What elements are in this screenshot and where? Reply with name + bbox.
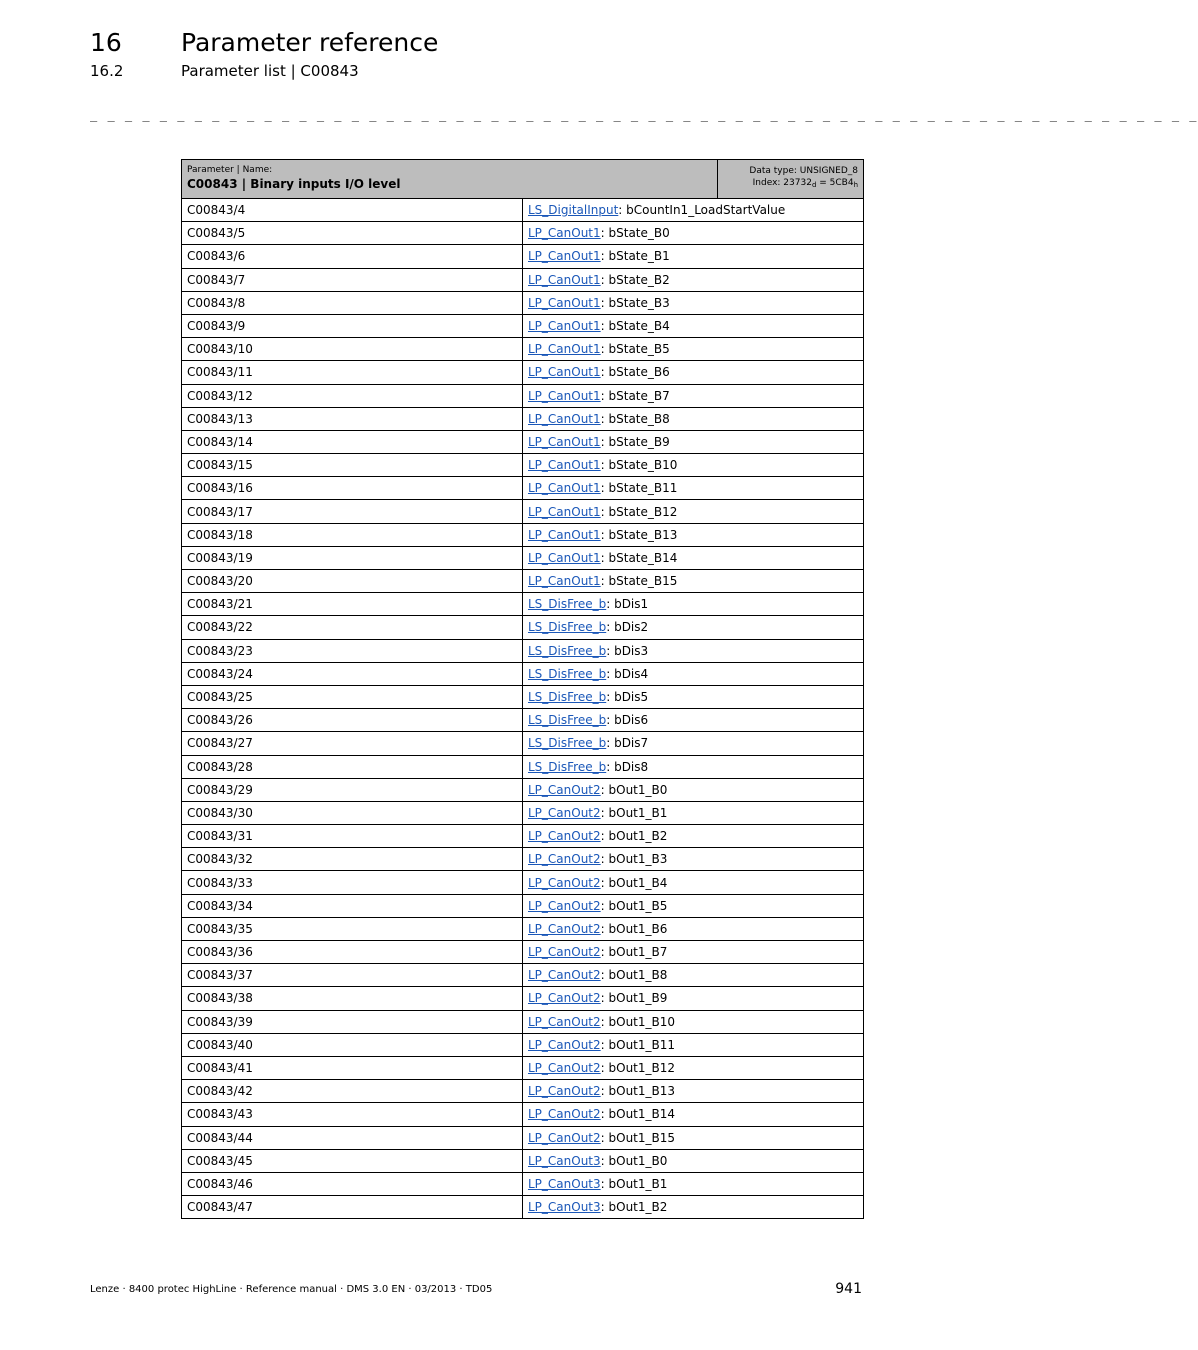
signal-name: : bDis3 bbox=[606, 643, 649, 658]
parameter-index: Index: $23732_d = 5CB4_h$ bbox=[752, 178, 859, 189]
function-block-link[interactable]: LP_CanOut1 bbox=[528, 411, 601, 426]
parameter-code: C00843/25 bbox=[182, 685, 523, 708]
parameter-code: C00843/4 bbox=[182, 199, 523, 222]
signal-cell bbox=[523, 523, 864, 546]
parameter-code: C00843/32 bbox=[182, 848, 523, 871]
table-row bbox=[182, 825, 864, 848]
parameter-code: C00843/20 bbox=[182, 570, 523, 593]
table-row bbox=[182, 268, 864, 291]
signal-name: : bState_B10 bbox=[600, 458, 678, 473]
signal-cell bbox=[523, 291, 864, 314]
function-block-link[interactable]: LP_CanOut1 bbox=[528, 550, 601, 565]
parameter-code: C00843/46 bbox=[182, 1172, 523, 1195]
table-row bbox=[182, 407, 864, 430]
signal-name: : bState_B13 bbox=[600, 527, 678, 542]
function-block-link[interactable]: LP_CanOut2 bbox=[528, 1037, 601, 1052]
table-row bbox=[182, 917, 864, 940]
signal-name: : bDis8 bbox=[606, 759, 649, 774]
signal-cell bbox=[523, 199, 864, 222]
table-row bbox=[182, 894, 864, 917]
table-row bbox=[182, 477, 864, 500]
parameter-code: C00843/40 bbox=[182, 1033, 523, 1056]
function-block-link[interactable]: LP_CanOut2 bbox=[528, 945, 601, 960]
signal-name: : bOut1_B12 bbox=[600, 1061, 676, 1076]
signal-name: : bDis5 bbox=[606, 690, 649, 705]
table-row bbox=[182, 430, 864, 453]
function-block-link[interactable]: LP_CanOut2 bbox=[528, 1130, 601, 1145]
parameter-table bbox=[181, 159, 864, 1219]
table-row bbox=[182, 454, 864, 477]
signal-name: : bState_B14 bbox=[600, 550, 678, 565]
function-block-link[interactable]: LP_CanOut2 bbox=[528, 991, 601, 1006]
table-row bbox=[182, 570, 864, 593]
function-block-link[interactable]: LP_CanOut3 bbox=[528, 1200, 601, 1215]
signal-cell bbox=[523, 941, 864, 964]
function-block-link[interactable]: LS_DisFree_b bbox=[528, 690, 607, 705]
signal-cell bbox=[523, 245, 864, 268]
function-block-link[interactable]: LP_CanOut1 bbox=[528, 342, 601, 357]
signal-cell bbox=[523, 732, 864, 755]
function-block-link[interactable]: LP_CanOut2 bbox=[528, 1014, 601, 1029]
signal-name: : bState_B15 bbox=[600, 574, 678, 589]
signal-cell bbox=[523, 570, 864, 593]
table-row bbox=[182, 871, 864, 894]
parameter-code: C00843/41 bbox=[182, 1056, 523, 1079]
table-row bbox=[182, 523, 864, 546]
table-row bbox=[182, 546, 864, 569]
signal-cell bbox=[523, 616, 864, 639]
signal-name: : bOut1_B7 bbox=[600, 945, 668, 960]
signal-name: : bOut1_B6 bbox=[600, 921, 668, 936]
signal-cell bbox=[523, 407, 864, 430]
signal-cell bbox=[523, 1103, 864, 1126]
parameter-code: C00843/19 bbox=[182, 546, 523, 569]
signal-name: : bDis2 bbox=[606, 620, 649, 635]
table-row bbox=[182, 1010, 864, 1033]
table-row bbox=[182, 685, 864, 708]
parameter-code: C00843/22 bbox=[182, 616, 523, 639]
function-block-link[interactable]: LP_CanOut2 bbox=[528, 1084, 601, 1099]
table-row bbox=[182, 662, 864, 685]
parameter-code: C00843/23 bbox=[182, 639, 523, 662]
table-row bbox=[182, 384, 864, 407]
parameter-name: C00843 | Binary inputs I/O level bbox=[187, 177, 401, 191]
function-block-link[interactable]: LP_CanOut2 bbox=[528, 875, 601, 890]
function-block-link[interactable]: LS_DisFree_b bbox=[528, 713, 607, 728]
signal-name: : bDis7 bbox=[606, 736, 649, 751]
function-block-link[interactable]: LP_CanOut1 bbox=[528, 527, 601, 542]
table-row bbox=[182, 593, 864, 616]
header-label: Parameter | Name: bbox=[187, 165, 273, 175]
table-row bbox=[182, 778, 864, 801]
table-row bbox=[182, 500, 864, 523]
signal-cell bbox=[523, 894, 864, 917]
page-number: 941 bbox=[835, 1281, 862, 1297]
signal-name: : bDis4 bbox=[606, 666, 649, 681]
table-row bbox=[182, 361, 864, 384]
function-block-link[interactable]: LP_CanOut1 bbox=[528, 226, 601, 241]
function-block-link[interactable]: LS_DisFree_b bbox=[528, 597, 607, 612]
table-row bbox=[182, 1103, 864, 1126]
function-block-link[interactable]: LP_CanOut3 bbox=[528, 1153, 601, 1168]
signal-cell bbox=[523, 685, 864, 708]
signal-cell bbox=[523, 361, 864, 384]
parameter-code: C00843/30 bbox=[182, 801, 523, 824]
table-row bbox=[182, 1033, 864, 1056]
parameter-code: C00843/33 bbox=[182, 871, 523, 894]
table-row bbox=[182, 1149, 864, 1172]
table-row bbox=[182, 1172, 864, 1195]
table-row bbox=[182, 1196, 864, 1219]
signal-cell bbox=[523, 477, 864, 500]
table-row bbox=[182, 732, 864, 755]
table-row bbox=[182, 941, 864, 964]
header-separator: _ _ _ _ _ _ _ _ _ _ _ _ _ _ _ _ _ _ _ _ _ _ _ _ _ _ _ _ _ _ _ _ _ _ _ _ _ _ _ _ _ _ _ _ _ _ _ _ _ _ _ _ _ _ _ _ _ _ _ _ _ _ _ _ bbox=[90, 108, 1198, 122]
parameter-code: C00843/21 bbox=[182, 593, 523, 616]
function-block-link[interactable]: LP_CanOut1 bbox=[528, 481, 601, 496]
signal-cell bbox=[523, 871, 864, 894]
table-row bbox=[182, 801, 864, 824]
function-block-link[interactable]: LS_DisFree_b bbox=[528, 643, 607, 658]
signal-cell bbox=[523, 222, 864, 245]
parameter-code: C00843/12 bbox=[182, 384, 523, 407]
signal-cell bbox=[523, 1196, 864, 1219]
signal-cell bbox=[523, 1056, 864, 1079]
table-row bbox=[182, 616, 864, 639]
signal-name: : bState_B2 bbox=[600, 272, 670, 287]
function-block-link[interactable]: LP_CanOut1 bbox=[528, 574, 601, 589]
signal-name: : bOut1_B13 bbox=[600, 1084, 676, 1099]
signal-cell bbox=[523, 1126, 864, 1149]
signal-name: : bDis6 bbox=[606, 713, 649, 728]
parameter-code: C00843/5 bbox=[182, 222, 523, 245]
parameter-code: C00843/8 bbox=[182, 291, 523, 314]
parameter-code: C00843/38 bbox=[182, 987, 523, 1010]
parameter-code: C00843/44 bbox=[182, 1126, 523, 1149]
signal-name: : bState_B4 bbox=[600, 319, 670, 334]
table-row bbox=[182, 1080, 864, 1103]
table-row bbox=[182, 964, 864, 987]
signal-name: : bOut1_B4 bbox=[600, 875, 668, 890]
signal-cell bbox=[523, 1033, 864, 1056]
parameter-code: C00843/39 bbox=[182, 1010, 523, 1033]
signal-cell bbox=[523, 755, 864, 778]
table-row bbox=[182, 245, 864, 268]
function-block-link[interactable]: LP_CanOut2 bbox=[528, 852, 601, 867]
function-block-link[interactable]: LP_CanOut3 bbox=[528, 1176, 601, 1191]
table-row bbox=[182, 291, 864, 314]
function-block-link[interactable]: LS_DisFree_b bbox=[528, 666, 607, 681]
parameter-code: C00843/24 bbox=[182, 662, 523, 685]
function-block-link[interactable]: LS_DigitalInput bbox=[528, 203, 619, 218]
parameter-code: C00843/37 bbox=[182, 964, 523, 987]
signal-cell bbox=[523, 384, 864, 407]
signal-cell bbox=[523, 338, 864, 361]
section-number: 16.2 bbox=[90, 62, 124, 80]
parameter-code: C00843/15 bbox=[182, 454, 523, 477]
signal-name: : bOut1_B2 bbox=[600, 829, 668, 844]
table-row bbox=[182, 987, 864, 1010]
signal-cell bbox=[523, 778, 864, 801]
table-row bbox=[182, 755, 864, 778]
signal-cell bbox=[523, 454, 864, 477]
table-row bbox=[182, 709, 864, 732]
chapter-number: 16 bbox=[90, 28, 122, 57]
footer-text: Lenze · 8400 protec HighLine · Reference manual · DMS 3.0 EN · 03/2013 · TD05 bbox=[90, 1284, 493, 1295]
table-row bbox=[182, 1126, 864, 1149]
signal-cell bbox=[523, 593, 864, 616]
signal-cell bbox=[523, 964, 864, 987]
parameter-code: C00843/27 bbox=[182, 732, 523, 755]
signal-name: : bCountIn1_LoadStartValue bbox=[618, 203, 786, 218]
function-block-link[interactable]: LP_CanOut2 bbox=[528, 782, 601, 797]
parameter-code: C00843/34 bbox=[182, 894, 523, 917]
function-block-link[interactable]: LP_CanOut2 bbox=[528, 829, 601, 844]
signal-cell bbox=[523, 500, 864, 523]
function-block-link[interactable]: LS_DisFree_b bbox=[528, 759, 607, 774]
signal-name: : bOut1_B1 bbox=[600, 1176, 668, 1191]
signal-name: : bOut1_B14 bbox=[600, 1107, 676, 1122]
signal-name: : bOut1_B0 bbox=[600, 782, 668, 797]
signal-name: : bOut1_B2 bbox=[600, 1200, 668, 1215]
signal-cell bbox=[523, 314, 864, 337]
signal-cell bbox=[523, 987, 864, 1010]
signal-name: : bOut1_B15 bbox=[600, 1130, 676, 1145]
table-row bbox=[182, 199, 864, 222]
function-block-link[interactable]: LP_CanOut1 bbox=[528, 504, 601, 519]
table-row bbox=[182, 314, 864, 337]
signal-name: : bState_B12 bbox=[600, 504, 678, 519]
signal-cell bbox=[523, 1149, 864, 1172]
parameter-code: C00843/28 bbox=[182, 755, 523, 778]
table-row bbox=[182, 1056, 864, 1079]
function-block-link[interactable]: LP_CanOut1 bbox=[528, 319, 601, 334]
parameter-code: C00843/18 bbox=[182, 523, 523, 546]
signal-name: : bState_B1 bbox=[600, 249, 670, 264]
signal-name: : bState_B9 bbox=[600, 434, 670, 449]
signal-name: : bOut1_B9 bbox=[600, 991, 668, 1006]
parameter-code: C00843/43 bbox=[182, 1103, 523, 1126]
signal-name: : bOut1_B5 bbox=[600, 898, 668, 913]
signal-name: : bState_B7 bbox=[600, 388, 670, 403]
function-block-link[interactable]: LP_CanOut2 bbox=[528, 1107, 601, 1122]
signal-cell bbox=[523, 546, 864, 569]
signal-cell bbox=[523, 1172, 864, 1195]
table-row bbox=[182, 639, 864, 662]
parameter-code: C00843/26 bbox=[182, 709, 523, 732]
signal-name: : bOut1_B11 bbox=[600, 1037, 676, 1052]
function-block-link[interactable]: LP_CanOut1 bbox=[528, 272, 601, 287]
chapter-title: Parameter reference bbox=[181, 28, 439, 57]
signal-name: : bState_B6 bbox=[600, 365, 670, 380]
table-row bbox=[182, 338, 864, 361]
parameter-code: C00843/29 bbox=[182, 778, 523, 801]
function-block-link[interactable]: LP_CanOut2 bbox=[528, 1061, 601, 1076]
parameter-code: C00843/14 bbox=[182, 430, 523, 453]
table-row bbox=[182, 222, 864, 245]
function-block-link[interactable]: LS_DisFree_b bbox=[528, 620, 607, 635]
signal-cell bbox=[523, 1080, 864, 1103]
signal-name: : bState_B8 bbox=[600, 411, 670, 426]
function-block-link[interactable]: LP_CanOut1 bbox=[528, 458, 601, 473]
signal-cell bbox=[523, 1010, 864, 1033]
signal-name: : bState_B3 bbox=[600, 295, 670, 310]
parameter-code: C00843/13 bbox=[182, 407, 523, 430]
function-block-link[interactable]: LP_CanOut1 bbox=[528, 434, 601, 449]
signal-name: : bOut1_B8 bbox=[600, 968, 668, 983]
function-block-link[interactable]: LP_CanOut1 bbox=[528, 295, 601, 310]
signal-cell bbox=[523, 430, 864, 453]
signal-cell bbox=[523, 825, 864, 848]
section-title: Parameter list | C00843 bbox=[181, 62, 359, 80]
signal-name: : bState_B11 bbox=[600, 481, 678, 496]
signal-name: : bState_B5 bbox=[600, 342, 670, 357]
parameter-code: C00843/31 bbox=[182, 825, 523, 848]
signal-name: : bDis1 bbox=[606, 597, 649, 612]
function-block-link[interactable]: LP_CanOut2 bbox=[528, 968, 601, 983]
parameter-code: C00843/10 bbox=[182, 338, 523, 361]
parameter-code: C00843/16 bbox=[182, 477, 523, 500]
parameter-code: C00843/7 bbox=[182, 268, 523, 291]
parameter-code: C00843/6 bbox=[182, 245, 523, 268]
parameter-code: C00843/11 bbox=[182, 361, 523, 384]
function-block-link[interactable]: LP_CanOut2 bbox=[528, 898, 601, 913]
signal-cell bbox=[523, 639, 864, 662]
table-header-row bbox=[182, 160, 864, 199]
parameter-code: C00843/9 bbox=[182, 314, 523, 337]
parameter-code: C00843/45 bbox=[182, 1149, 523, 1172]
signal-cell bbox=[523, 848, 864, 871]
signal-name: : bState_B0 bbox=[600, 226, 670, 241]
parameter-code: C00843/17 bbox=[182, 500, 523, 523]
function-block-link[interactable]: LP_CanOut2 bbox=[528, 921, 601, 936]
signal-name: : bOut1_B1 bbox=[600, 805, 668, 820]
table-row bbox=[182, 848, 864, 871]
parameter-code: C00843/42 bbox=[182, 1080, 523, 1103]
data-type: Data type: UNSIGNED_8 bbox=[749, 166, 859, 176]
signal-cell bbox=[523, 917, 864, 940]
signal-cell bbox=[523, 662, 864, 685]
parameter-code: C00843/47 bbox=[182, 1196, 523, 1219]
function-block-link[interactable]: LP_CanOut1 bbox=[528, 249, 601, 264]
signal-cell bbox=[523, 709, 864, 732]
signal-cell bbox=[523, 801, 864, 824]
signal-name: : bOut1_B0 bbox=[600, 1153, 668, 1168]
function-block-link[interactable]: LP_CanOut1 bbox=[528, 365, 601, 380]
parameter-code: C00843/35 bbox=[182, 917, 523, 940]
signal-name: : bOut1_B10 bbox=[600, 1014, 676, 1029]
parameter-code: C00843/36 bbox=[182, 941, 523, 964]
signal-cell bbox=[523, 268, 864, 291]
signal-name: : bOut1_B3 bbox=[600, 852, 668, 867]
function-block-link[interactable]: LP_CanOut1 bbox=[528, 388, 601, 403]
function-block-link[interactable]: LS_DisFree_b bbox=[528, 736, 607, 751]
function-block-link[interactable]: LP_CanOut2 bbox=[528, 805, 601, 820]
